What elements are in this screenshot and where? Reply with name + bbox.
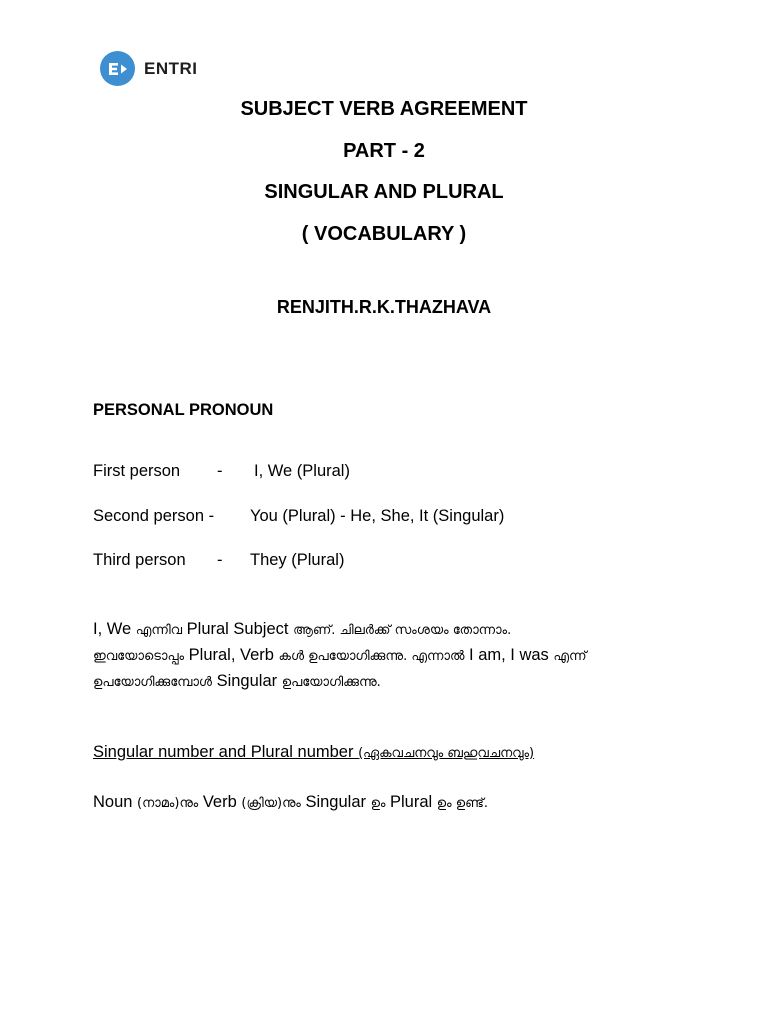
brand-logo <box>100 51 198 86</box>
person-value-second: You (Plural) - He, She, It (Singular) <box>250 507 505 525</box>
subheading: Singular number and Plural number (ഏകവചനവും ബഹുവചനവും) <box>93 743 535 761</box>
title-line-1: SUBJECT VERB AGREEMENT <box>240 98 528 120</box>
explanation-paragraph <box>93 617 703 695</box>
paragraph-line-3: ഉപയോഗിക്കുമ്പോൾ Singular ഉപയോഗിക്കുന്നു. <box>93 672 381 690</box>
brand-name: ENTRI <box>144 58 198 78</box>
person-value-first: I, We (Plural) <box>254 462 350 480</box>
person-sep-first: - <box>217 462 223 480</box>
title-line-2: PART - 2 <box>343 140 425 162</box>
paragraph-line-2: ഇവയോടൊപ്പം Plural, Verb കൾ ഉപയോഗിക്കുന്നു. എന്നാൽ I am, I was എന്ന് <box>93 646 587 664</box>
person-label-third: Third person <box>93 551 186 569</box>
noun-verb-line: Noun (നാമം)നും Verb (ക്രിയ)നും Singular ഉം Plural ഉം ഉണ്ട്. <box>93 793 488 811</box>
entri-logo-icon <box>100 51 135 86</box>
section-heading: PERSONAL PRONOUN <box>93 401 274 419</box>
title-line-4: ( VOCABULARY ) <box>301 223 467 245</box>
person-sep-third: - <box>217 551 223 569</box>
person-label-first: First person <box>93 462 181 480</box>
author-name: RENJITH.R.K.THAZHAVA <box>276 297 492 317</box>
title-line-3: SINGULAR AND PLURAL <box>264 181 504 203</box>
paragraph-line-1: I, We എന്നിവ Plural Subject ആണ്. ചിലർക്ക് സംശയം തോന്നാം. <box>93 620 512 638</box>
person-label-second: Second person - <box>93 507 215 525</box>
person-value-third: They (Plural) <box>250 551 345 569</box>
